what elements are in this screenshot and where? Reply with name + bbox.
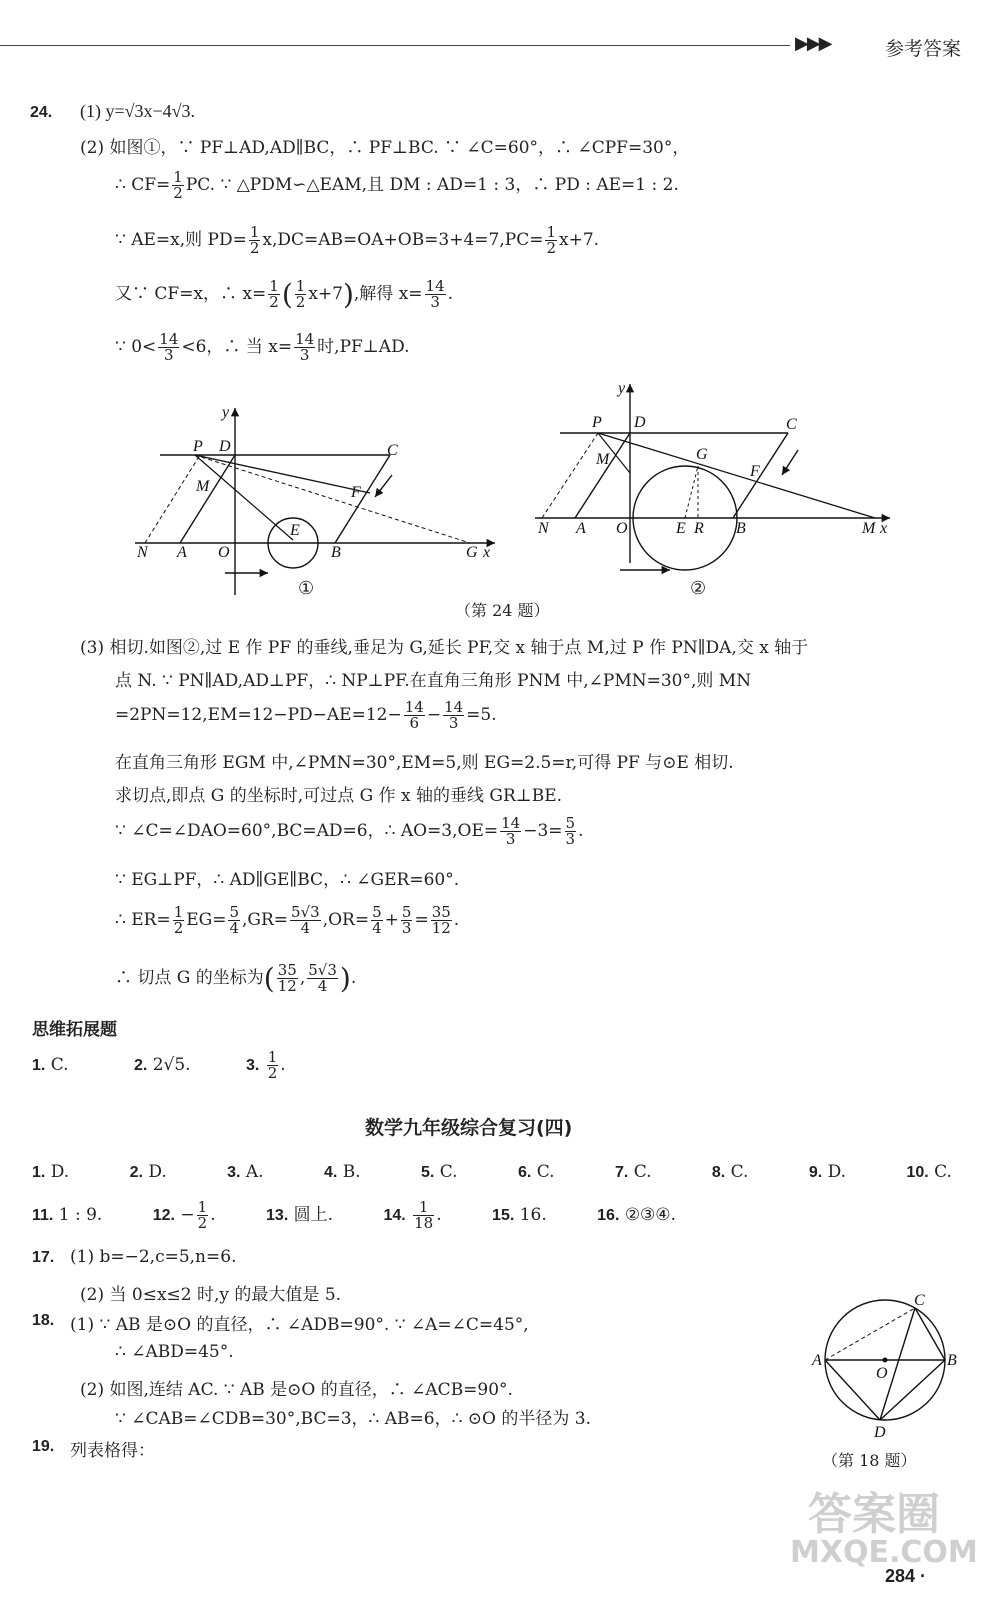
header-rule	[0, 45, 790, 46]
fig2-label-O: O	[616, 520, 628, 537]
fig1-label-D: D	[219, 438, 231, 455]
fraction: $\frac{5}{4}$	[372, 903, 382, 937]
fig2-label-R: R	[694, 520, 704, 537]
fraction: $\frac{14}{3}$	[425, 277, 445, 311]
fraction: $\frac{1}{2}$	[173, 903, 184, 937]
fig18-label-D: D	[874, 1424, 886, 1440]
q24-line12: ∵ ∠C=∠DAO=60°,BC=AD=6，∴ AO=3,OE= $\frac{14}{3}$ −3= $\frac{5}{3}$ .	[115, 814, 584, 848]
answer-8: 8. C.	[711, 1162, 749, 1182]
watermark-url: MXQE.COM	[790, 1535, 978, 1570]
fig2-label-M2: M	[862, 520, 876, 537]
fraction: $\frac{14}{3}$	[444, 698, 464, 732]
answer-6: 6. C.	[517, 1162, 555, 1182]
fig1-label-G: G	[466, 544, 478, 561]
fraction: $\frac{1}{2}$	[249, 223, 260, 257]
q24-line5: 又∵ CF=x，∴ x= $\frac{1}{2}$ ( $\frac{1}{2}$ x+7),解得 x= $\frac{14}{3}$ .	[115, 277, 454, 311]
fraction: $\frac{14}{6}$	[404, 698, 424, 732]
review-title: 数学九年级综合复习(四)	[365, 1117, 573, 1139]
fraction: $\frac{5}{3}$	[565, 814, 576, 848]
q19-line: 列表格得：	[70, 1441, 155, 1461]
fig1-number-label: ①	[298, 578, 315, 599]
fraction: $\frac{5}{4}$	[229, 903, 240, 937]
review-row1	[32, 1162, 952, 1182]
fig2-label-B: B	[736, 520, 746, 537]
fig18-caption: （第 18 题）	[822, 1451, 917, 1470]
q24-line9: =2PN=12,EM=12−PD−AE=12− $\frac{14}{6}$ − $\frac{14}{3}$ =5.	[115, 698, 497, 732]
q24-line11: 求切点,即点 G 的坐标时,可过点 G 作 x 轴的垂线 GR⊥BE.	[115, 786, 563, 806]
q24-line13: ∵ EG⊥PF，∴ AD∥GE∥BC，∴ ∠GER=60°.	[115, 870, 460, 890]
q17-line1: (1) b=−2,c=5,n=6.	[70, 1247, 237, 1267]
fig2-label-x: x	[880, 520, 888, 537]
fig2-label-C: C	[786, 416, 797, 433]
fraction: $\frac{1}{2}$	[269, 277, 279, 311]
q18-line4: ∵ ∠CAB=∠CDB=30°,BC=3，∴ AB=6，∴ ⊙O 的半径为 3.	[115, 1409, 591, 1429]
fig18-label-C: C	[914, 1292, 925, 1309]
fig1-label-A: A	[177, 544, 187, 561]
fig1-label-B: B	[331, 544, 341, 561]
q24-line4: ∵ AE=x,则 PD= $\frac{1}{2}$ x,DC=AB=OA+OB=3+4=7,PC= $\frac{1}{2}$ x+7.	[115, 223, 600, 257]
fraction: $\frac{1}{2}$	[546, 223, 557, 257]
fig18-label-O: O	[876, 1365, 888, 1382]
figure-24-1	[125, 400, 515, 600]
q24-line8: 点 N. ∵ PN∥AD,AD⊥PF，∴ NP⊥PF.在直角三角形 PNM 中,∠PMN=30°,则 MN	[115, 671, 752, 691]
fraction: $\frac{5}{3}$	[401, 903, 412, 937]
fraction: $\frac{14}{3}$	[501, 814, 521, 848]
fig24-caption: （第 24 题）	[455, 601, 550, 620]
q24-number: 24.	[30, 104, 53, 121]
q18-line1: (1) ∵ AB 是⊙O 的直径，∴ ∠ADB=90°. ∵ ∠A=∠C=45°,	[70, 1315, 529, 1335]
fraction: $\frac{5√3}{4}$	[291, 903, 320, 937]
q24-line14: ∴ ER= $\frac{1}{2}$ EG= $\frac{5}{4}$ ,GR= $\frac{5√3}{4}$ ,OR= $\frac{5}{4}$ + $\frac{5}{3}$ = $\frac{35}{12}$ .	[115, 903, 460, 937]
q18-number: 18.	[32, 1312, 55, 1329]
fig1-label-C: C	[387, 442, 398, 459]
fraction: $\frac{35}{12}$	[277, 961, 297, 995]
fig2-label-P: P	[592, 414, 602, 431]
fig1-label-E: E	[290, 522, 300, 539]
fig1-label-O: O	[218, 544, 230, 561]
fig1-label-x: x	[483, 544, 491, 561]
q24-line6: ∵ 0< $\frac{14}{3}$ <6，∴ 当 x= $\frac{14}{3}$ 时,PF⊥AD.	[115, 330, 410, 364]
q24-line3: ∴ CF= $\frac{1}{2}$ PC. ∵ △PDM∽△EAM,且 DM : AD=1 : 3，∴ PD : AE=1 : 2.	[115, 168, 679, 202]
fig2-label-D: D	[634, 414, 646, 431]
fig2-number-label: ②	[690, 578, 707, 599]
answer-5: 5. C.	[421, 1162, 458, 1182]
fig2-label-E: E	[676, 520, 686, 537]
fig2-label-y: y	[618, 380, 626, 397]
thinking-title: 思维拓展题	[32, 1020, 117, 1040]
q18-line3: (2) 如图,连结 AC. ∵ AB 是⊙O 的直径，∴ ∠ACB=90°.	[80, 1380, 513, 1400]
fig18-label-A: A	[812, 1352, 822, 1369]
fig1-label-P: P	[193, 438, 203, 455]
answer-9: 9. D.	[808, 1162, 847, 1182]
q24-line2: (2) 如图①，∵ PF⊥AD,AD∥BC，∴ PF⊥BC. ∵ ∠C=60°，∴ ∠CPF=30°，	[80, 138, 690, 158]
fraction: $\frac{35}{12}$	[431, 903, 451, 937]
q17-line2: (2) 当 0≤x≤2 时,y 的最大值是 5.	[80, 1285, 342, 1305]
q24-line1: (1) y=√3x−4√3.	[80, 101, 196, 121]
fig2-label-N: N	[538, 520, 549, 537]
fraction: $\frac{1}{2}$	[295, 277, 306, 311]
answer-2: 2. D.	[129, 1162, 167, 1182]
q19-number: 19.	[32, 1438, 55, 1455]
fig1-label-F: F	[351, 484, 361, 501]
answer-4: 4. B.	[323, 1162, 361, 1182]
fraction: $\frac{14}{3}$	[295, 330, 315, 364]
figure-24-2	[530, 378, 900, 578]
fraction: $\frac{1}{2}$	[173, 168, 183, 202]
fraction: $\frac{5√3}{4}$	[308, 961, 337, 995]
fig1-label-M: M	[196, 478, 210, 495]
review-row2: 11. 1 : 9. 12. − $\frac{1}{2}$ . 13. 圆上. 14. $\frac{1}{18}$ . 15. 16. 16. ②③④.	[32, 1198, 676, 1232]
answer-7: 7. C.	[614, 1162, 652, 1182]
fraction: $\frac{14}{3}$	[159, 330, 179, 364]
fig2-label-M: M	[596, 451, 610, 468]
fraction: $\frac{1}{2}$	[197, 1198, 208, 1232]
fig1-label-y: y	[222, 404, 230, 421]
q17-number: 17.	[32, 1249, 55, 1266]
header-title: 参考答案	[885, 38, 962, 60]
q18-line2: ∴ ∠ABD=45°.	[115, 1342, 234, 1362]
fig2-label-F: F	[750, 463, 760, 480]
q24-line10: 在直角三角形 EGM 中,∠PMN=30°,EM=5,则 EG=2.5=r,可得 PF 与⊙E 相切.	[115, 753, 734, 773]
fig1-label-N: N	[137, 544, 148, 561]
fraction: $\frac{1}{18}$	[414, 1198, 434, 1232]
answer-10: 10. C.	[906, 1162, 952, 1182]
q24-line15: ∴ 切点 G 的坐标为( $\frac{35}{12}$ , $\frac{5√3}{4}$ ).	[115, 961, 357, 995]
watermark-logo: 答案圈	[808, 1489, 940, 1540]
fig2-label-A: A	[576, 520, 586, 537]
fraction: $\frac{1}{2}$	[267, 1048, 278, 1082]
page-number: 284 ·	[885, 1566, 927, 1586]
thinking-answers: 1. C. 2. 2√5. 3. $\frac{1}{2}$ .	[32, 1048, 286, 1082]
answer-3: 3. A.	[227, 1162, 264, 1182]
q24-line7: (3) 相切.如图②,过 E 作 PF 的垂线,垂足为 G,延长 PF,交 x 轴于点 M,过 P 作 PN∥DA,交 x 轴于	[80, 638, 809, 658]
figure-18	[810, 1285, 970, 1440]
header-arrows: ▶▶▶	[795, 33, 831, 54]
fig2-label-G: G	[696, 446, 708, 463]
answer-1: 1. D.	[32, 1162, 70, 1182]
fig18-label-B: B	[947, 1352, 957, 1369]
